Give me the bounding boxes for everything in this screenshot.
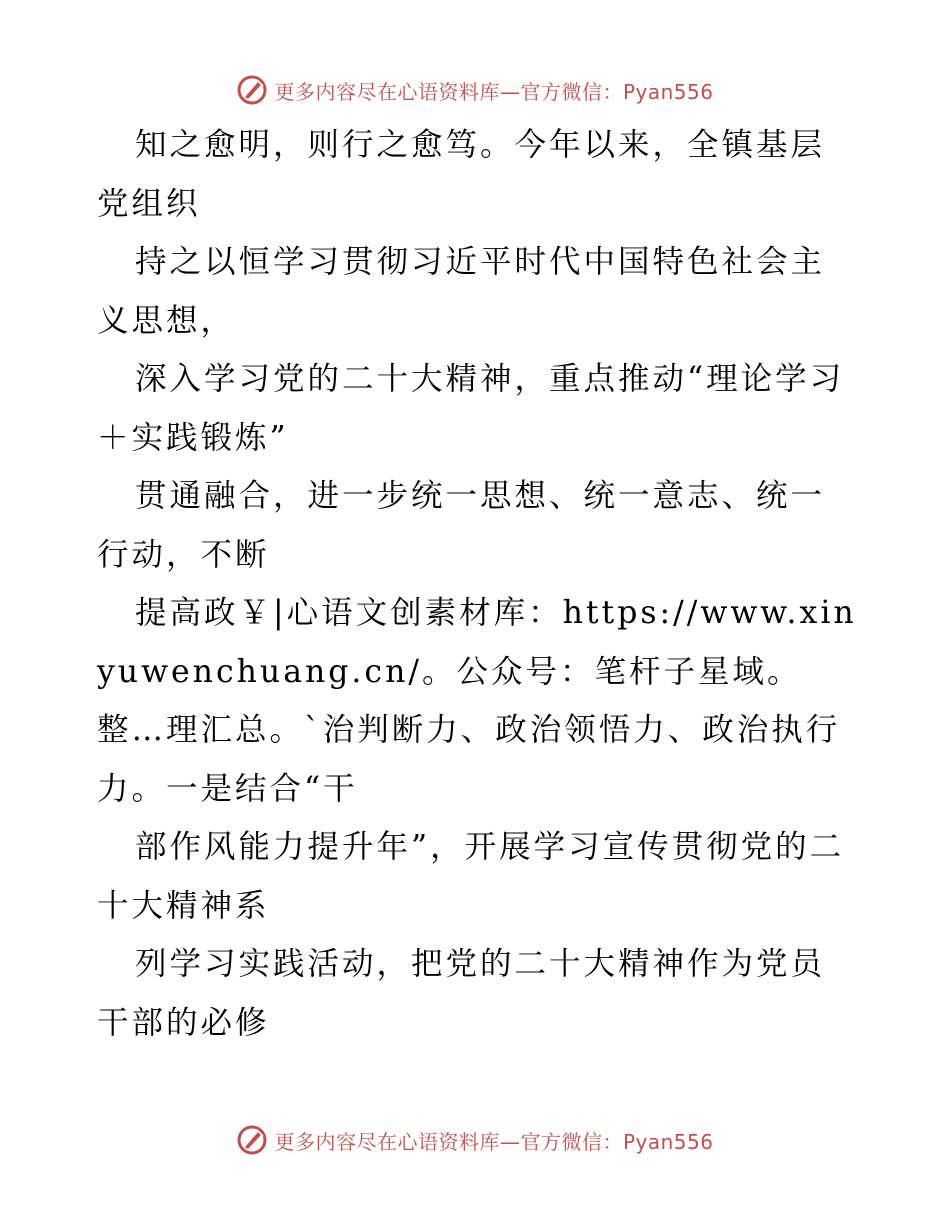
paragraph: 提高政￥|心语文创素材库：https://www.xinyuwenchuang.cn/。公众号：笔杆子星域。整…理汇总。`治判断力、政治领悟力、政治执行力。一是结合“干 [97, 595, 857, 807]
paragraph: 贯通融合，进一步统一思想、统一意志、统一行动，不断 [97, 478, 826, 573]
document-body [97, 116, 857, 1052]
paragraph: 列学习实践活动，把党的二十大精神作为党员干部的必修 [97, 946, 826, 1041]
paragraph: 知之愈明，则行之愈笃。今年以来，全镇基层党组织 [97, 127, 826, 222]
header-watermark [0, 70, 950, 110]
watermark-text: 更多内容尽在心语资料库—官方微信：Pyan556 [274, 1129, 714, 1154]
paragraph: 持之以恒学习贯彻习近平时代中国特色社会主义思想， [97, 244, 826, 339]
paragraph: 深入学习党的二十大精神，重点推动“理论学习＋实践锻炼” [97, 361, 845, 456]
paragraph: 部作风能力提升年”，开展学习宣传贯彻党的二十大精神系 [97, 829, 845, 924]
footer-watermark [0, 1120, 950, 1160]
watermark-text: 更多内容尽在心语资料库—官方微信：Pyan556 [274, 79, 714, 104]
quill-logo-icon [236, 1124, 268, 1156]
quill-logo-icon [236, 74, 268, 106]
